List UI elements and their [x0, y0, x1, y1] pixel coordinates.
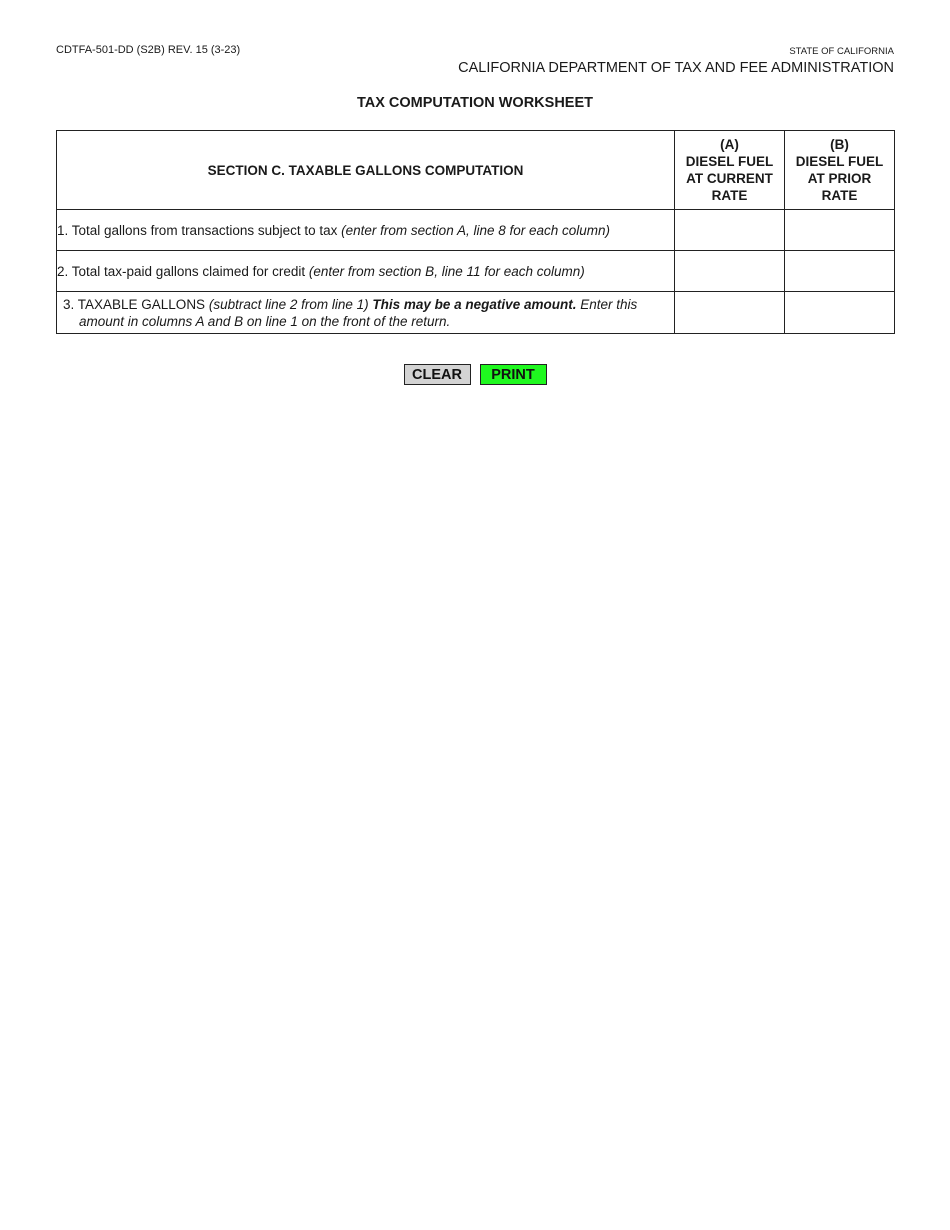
department-name: CALIFORNIA DEPARTMENT OF TAX AND FEE ADMINISTRATION: [458, 60, 894, 76]
worksheet-table: [56, 130, 895, 334]
line-3-instruction: Enter this amount in columns A and B on line 1 on the front of the return.: [79, 296, 638, 329]
line-2-col-a-cell: [675, 251, 785, 292]
table-row: [57, 292, 895, 334]
line-3-description: [57, 292, 675, 334]
line-1-col-a-input[interactable]: [675, 210, 784, 250]
line-2-note: (enter from section B, line 11 for each column): [308, 263, 585, 279]
column-b-header: [785, 131, 895, 210]
table-row: [57, 251, 895, 292]
column-b-line2: AT PRIOR: [807, 171, 872, 186]
line-3-col-a-cell: [675, 292, 785, 334]
line-3-col-b-input[interactable]: [785, 292, 894, 333]
table-header-row: [57, 131, 895, 210]
clear-button[interactable]: CLEAR: [404, 364, 471, 385]
column-a-line3: RATE: [711, 188, 748, 203]
line-3-warning: This may be a negative amount.: [372, 296, 577, 312]
line-2-col-a-input[interactable]: [675, 251, 784, 291]
column-a-line2: AT CURRENT: [686, 171, 773, 186]
line-1-col-b-cell: [785, 210, 895, 251]
column-b-letter: (B): [830, 137, 849, 152]
column-b-line3: RATE: [821, 188, 858, 203]
line-2-col-b-cell: [785, 251, 895, 292]
column-a-letter: (A): [720, 137, 739, 152]
line-2-text: 2. Total tax-paid gallons claimed for credit: [57, 263, 309, 279]
column-a-line1: DIESEL FUEL: [685, 154, 774, 169]
line-2-description: [57, 251, 675, 292]
page-title: TAX COMPUTATION WORKSHEET: [356, 95, 593, 111]
state-label: STATE OF CALIFORNIA: [789, 46, 894, 57]
column-b-line1: DIESEL FUEL: [795, 154, 884, 169]
table-row: [57, 210, 895, 251]
line-3-col-b-cell: [785, 292, 895, 334]
button-bar: [0, 364, 950, 385]
print-button[interactable]: PRINT: [480, 364, 547, 385]
line-1-note: (enter from section A, line 8 for each column): [341, 222, 611, 238]
line-1-col-b-input[interactable]: [785, 210, 894, 250]
line-1-description: [57, 210, 675, 251]
line-1-col-a-cell: [675, 210, 785, 251]
line-3-col-a-input[interactable]: [675, 292, 784, 333]
line-3-text: 3. TAXABLE GALLONS: [63, 296, 209, 312]
section-heading: SECTION C. TAXABLE GALLONS COMPUTATION: [57, 131, 675, 210]
line-3-note: (subtract line 2 from line 1): [208, 296, 373, 312]
line-1-text: 1. Total gallons from transactions subject to tax: [57, 222, 342, 238]
form-id: CDTFA-501-DD (S2B) REV. 15 (3-23): [56, 44, 241, 56]
column-a-header: [675, 131, 785, 210]
line-2-col-b-input[interactable]: [785, 251, 894, 291]
